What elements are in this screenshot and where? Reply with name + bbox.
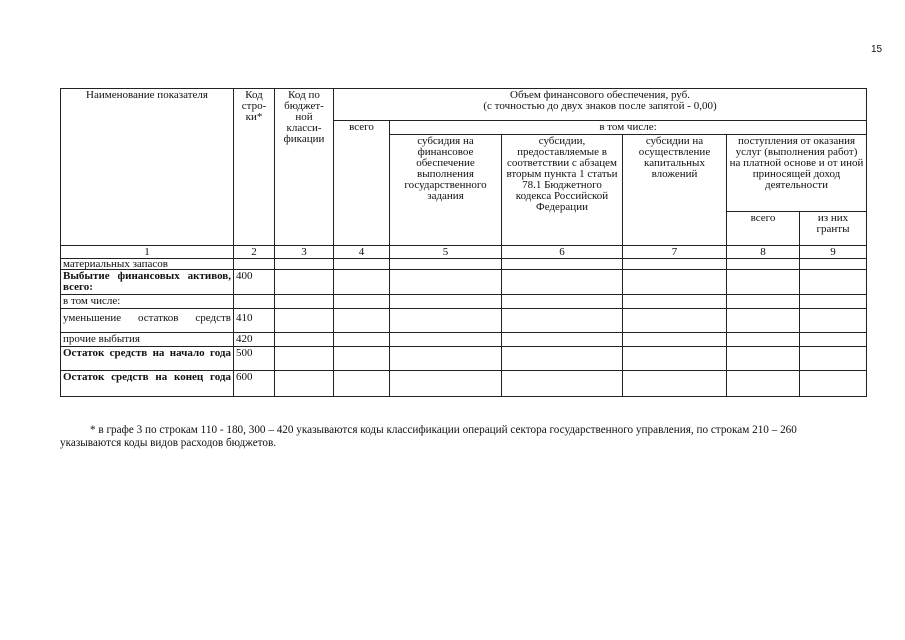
footnote: * в графе 3 по строкам 110 - 180, 300 – 420 указываются коды классификации операций сектора государственного управления, по строкам 210 – 260 указываются коды видов расходов бюджетов. <box>60 424 797 449</box>
column-number: 1 <box>61 246 234 259</box>
row-code: 410 <box>234 309 275 333</box>
cell <box>727 371 800 397</box>
cell <box>275 371 334 397</box>
cell <box>334 371 390 397</box>
cell <box>502 371 623 397</box>
cell <box>623 295 727 309</box>
header-paid-services: поступления от оказания услуг (выполнения работ) на платной основе и от иной приносящей доход деятельности <box>727 135 867 212</box>
row-code <box>234 259 275 270</box>
cell <box>502 333 623 347</box>
table-row <box>61 347 867 371</box>
cell <box>334 347 390 371</box>
cell <box>390 371 502 397</box>
row-name: в том числе: <box>61 295 234 309</box>
cell <box>275 333 334 347</box>
table-row <box>61 309 867 333</box>
header-budget-code: Код по бюджет-ной класси-фикации <box>275 89 334 246</box>
cell <box>800 309 867 333</box>
header-including: в том числе: <box>390 121 867 135</box>
cell <box>727 309 800 333</box>
cell <box>727 347 800 371</box>
table-row <box>61 295 867 309</box>
row-code: 400 <box>234 270 275 295</box>
row-name: материальных запасов <box>61 259 234 270</box>
cell <box>502 259 623 270</box>
cell <box>727 295 800 309</box>
cell <box>275 309 334 333</box>
cell <box>390 333 502 347</box>
header-volume <box>334 89 867 121</box>
cell <box>800 270 867 295</box>
column-number: 4 <box>334 246 390 259</box>
cell <box>727 333 800 347</box>
cell <box>800 333 867 347</box>
cell <box>623 309 727 333</box>
cell <box>623 347 727 371</box>
row-code: 500 <box>234 347 275 371</box>
header-volume-title: Объем финансового обеспечения, руб. <box>510 89 690 101</box>
column-number: 2 <box>234 246 275 259</box>
row-code <box>234 295 275 309</box>
row-code: 600 <box>234 371 275 397</box>
cell <box>334 333 390 347</box>
cell <box>390 270 502 295</box>
cell <box>800 259 867 270</box>
cell <box>334 295 390 309</box>
header-name: Наименование показателя <box>61 89 234 246</box>
cell <box>334 270 390 295</box>
header-subsidy-art78: субсидии, предоставляемые в соответствии с абзацем вторым пункта 1 статьи 78.1 Бюджетного кодекса Российской Федерации <box>502 135 623 246</box>
cell <box>334 309 390 333</box>
cell <box>502 270 623 295</box>
cell <box>334 259 390 270</box>
header-volume-subtitle: (с точностью до двух знаков после запятой - 0,00) <box>483 100 717 112</box>
cell <box>275 270 334 295</box>
cell <box>502 309 623 333</box>
cell <box>727 259 800 270</box>
page-number: 15 <box>871 44 883 55</box>
cell <box>390 309 502 333</box>
cell <box>275 347 334 371</box>
header-paid-grants: из них гранты <box>800 212 867 246</box>
header-subsidy-task: субсидия на финансовое обеспечение выполнения государственного задания <box>390 135 502 246</box>
cell <box>727 270 800 295</box>
table-row <box>61 270 867 295</box>
cell <box>390 347 502 371</box>
table-row <box>61 371 867 397</box>
header-subsidy-capital: субсидии на осуществление капитальных вложений <box>623 135 727 246</box>
cell <box>623 270 727 295</box>
column-number-row <box>61 246 867 259</box>
cell <box>502 295 623 309</box>
financial-table <box>60 88 867 397</box>
column-number: 3 <box>275 246 334 259</box>
row-name: Остаток средств на начало года <box>61 347 234 371</box>
header-line-code: Код стро-ки* <box>234 89 275 246</box>
column-number: 7 <box>623 246 727 259</box>
cell <box>275 259 334 270</box>
cell <box>800 371 867 397</box>
column-number: 9 <box>800 246 867 259</box>
cell <box>502 347 623 371</box>
column-number: 5 <box>390 246 502 259</box>
row-name: прочие выбытия <box>61 333 234 347</box>
column-number: 6 <box>502 246 623 259</box>
table-row <box>61 259 867 270</box>
cell <box>390 259 502 270</box>
column-number: 8 <box>727 246 800 259</box>
row-code: 420 <box>234 333 275 347</box>
cell <box>275 295 334 309</box>
header-paid-total: всего <box>727 212 800 246</box>
cell <box>390 295 502 309</box>
row-name: уменьшение остатков средств <box>61 309 234 333</box>
header-total: всего <box>334 121 390 246</box>
table-row <box>61 333 867 347</box>
row-name: Выбытие финансовых активов, всего: <box>61 270 234 295</box>
row-name: Остаток средств на конец года <box>61 371 234 397</box>
cell <box>623 259 727 270</box>
cell <box>800 347 867 371</box>
cell <box>800 295 867 309</box>
cell <box>623 333 727 347</box>
cell <box>623 371 727 397</box>
